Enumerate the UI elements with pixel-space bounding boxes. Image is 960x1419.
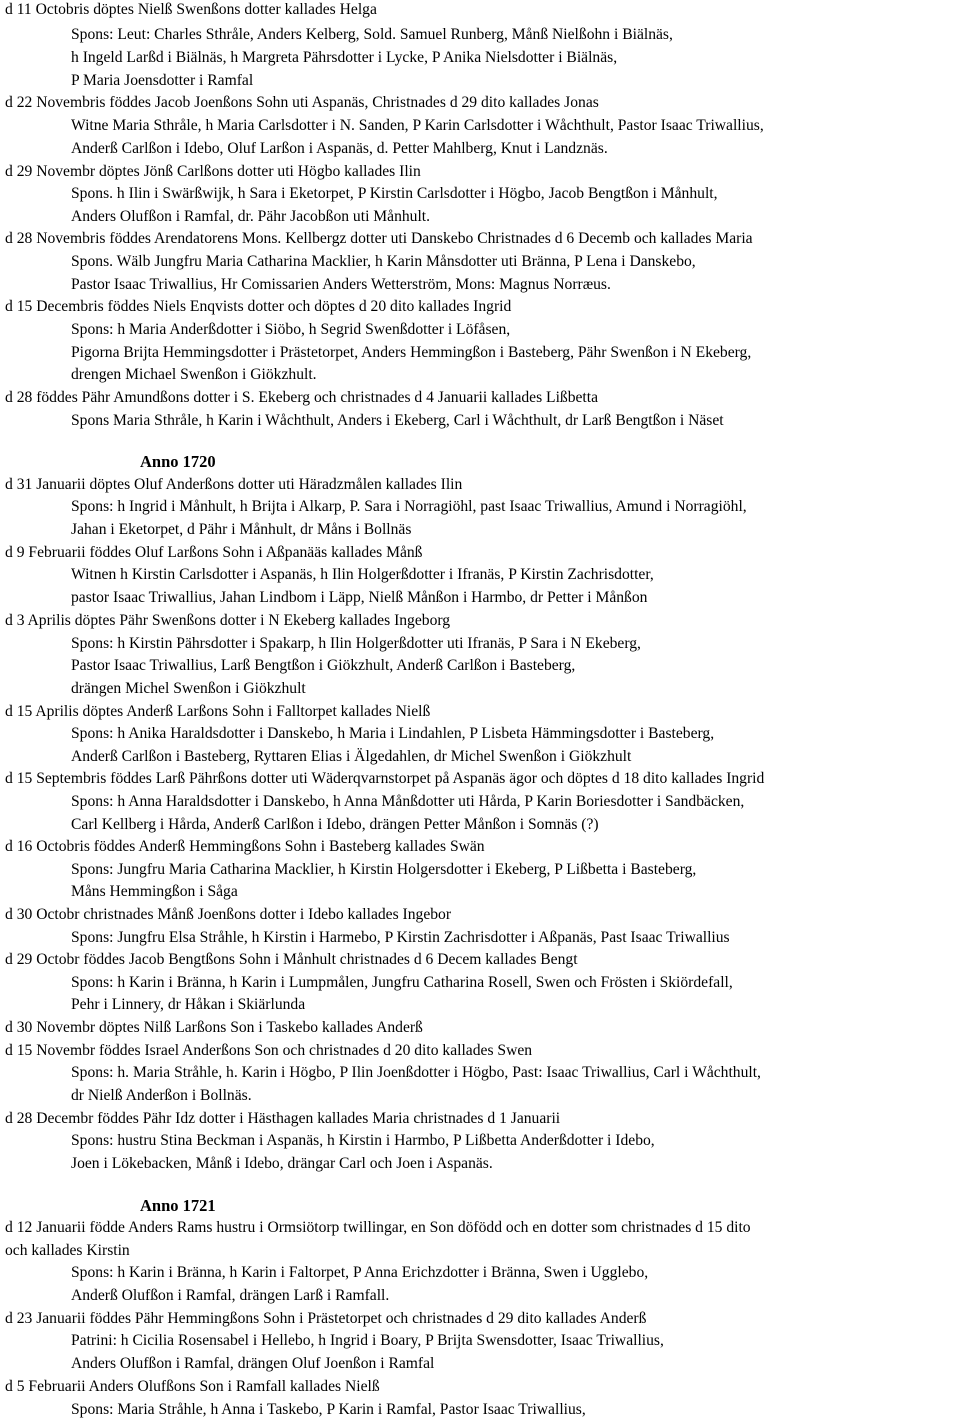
- text-line: Spons: h Karin i Bränna, h Karin i Faltorpet, P Anna Erichzdotter i Bränna, Swen i Ugglebo,: [71, 1264, 649, 1281]
- text-line: d 12 Januarii födde Anders Rams hustru i Ormsiötorp twillingar, en Son döfödd och en dotter som christnades d 15 dito: [5, 1219, 751, 1236]
- text-line: Anderß Carlßon i Basteberg, Ryttaren Elias i Älgedahlen, dr Michel Swenßon i Giökzhult: [71, 748, 632, 765]
- text-line: Pehr i Linnery, dr Håkan i Skiärlunda: [71, 996, 306, 1013]
- text-line: Spons: h Ingrid i Månhult, h Brijta i Alkarp, P. Sara i Norragiöhl, past Isaac Triwallius, Amund i Norragiöhl,: [71, 498, 747, 515]
- text-line: d 15 Novembr föddes Israel Anderßons Son och christnades d 20 dito kallades Swen: [5, 1042, 533, 1059]
- text-line: och kallades Kirstin: [5, 1242, 130, 1259]
- text-line: Anders Olufßon i Ramfal, drängen Oluf Joenßon i Ramfal: [71, 1355, 435, 1372]
- text-line: Spons: h Karin i Bränna, h Karin i Lumpmålen, Jungfru Catharina Rosell, Swen och Frösten i Skiördefall,: [71, 974, 733, 991]
- text-line: drängen Michel Swenßon i Giökzhult: [71, 680, 306, 697]
- section-heading: Anno 1721: [140, 1196, 216, 1215]
- text-line: pastor Isaac Triwallius, Jahan Lindbom i Läpp, Nielß Månßon i Harmbo, dr Petter i Månßon: [71, 589, 648, 606]
- text-line: Spons: h Kirstin Pährsdotter i Spakarp, h Ilin Holgerßdotter uti Ifranäs, P Sara i N Ekeberg,: [71, 635, 641, 652]
- text-line: d 9 Februarii föddes Oluf Larßons Sohn i Aßpanääs kallades Månß: [5, 544, 423, 561]
- text-line: h Ingeld Larßd i Biälnäs, h Margreta Pährsdotter i Lycke, P Anika Nielsdotter i Biälnäs,: [71, 49, 618, 66]
- text-line: d 28 Decembr föddes Pähr Idz dotter i Hästhagen kallades Maria christnades d 1 Januarii: [5, 1110, 561, 1127]
- text-line: d 16 Octobris föddes Anderß Hemmingßons Sohn i Basteberg kallades Swän: [5, 838, 485, 855]
- text-line: d 28 föddes Pähr Amundßons dotter i S. Ekeberg och christnades d 4 Januarii kallades Lißbetta: [5, 389, 599, 406]
- text-line: d 11 Octobris döptes Nielß Swenßons dotter kallades Helga: [5, 1, 377, 18]
- text-line: d 28 Novembris föddes Arendatorens Mons. Kellbergz dotter uti Danskebo Christnades d 6 Decemb och kallades Maria: [5, 230, 753, 247]
- text-line: Spons. h Ilin i Swärßwijk, h Sara i Eketorpet, P Kirstin Carlsdotter i Högbo, Jacob Bengtßon i Månhult,: [71, 185, 718, 202]
- section-heading: Anno 1720: [140, 452, 216, 471]
- text-line: d 15 Septembris föddes Larß Pährßons dotter uti Wäderqvarnstorpet på Aspanäs ägor och döptes d 18 dito kallades Ingrid: [5, 770, 765, 787]
- text-line: P Maria Joensdotter i Ramfal: [71, 72, 254, 89]
- text-line: Patrini: h Cicilia Rosensabel i Hellebo, h Ingrid i Boary, P Brijta Swensdotter, Isaac Triwallius,: [71, 1332, 664, 1349]
- text-line: d 31 Januarii döptes Oluf Anderßons dotter uti Häradzmålen kallades Ilin: [5, 476, 463, 493]
- text-line: Spons: hustru Stina Beckman i Aspanäs, h Kirstin i Harmbo, P Lißbetta Anderßdotter i Idebo,: [71, 1132, 655, 1149]
- text-line: Witnen h Kirstin Carlsdotter i Aspanäs, h Ilin Holgerßdotter i Ifranäs, P Kirstin Zachrisdotter,: [71, 566, 654, 583]
- text-line: Anderß Carlßon i Idebo, Oluf Larßon i Aspanäs, d. Petter Mahlberg, Knut i Landznäs.: [71, 140, 608, 157]
- text-line: Pastor Isaac Triwallius, Hr Comissarien Anders Wetterström, Mons: Magnus Norræus.: [71, 276, 611, 293]
- text-line: d 29 Novembr döptes Jönß Carlßons dotter uti Högbo kallades Ilin: [5, 163, 421, 180]
- text-line: Pastor Isaac Triwallius, Larß Bengtßon i Giökzhult, Anderß Carlßon i Basteberg,: [71, 657, 576, 674]
- text-line: Carl Kellberg i Hårda, Anderß Carlßon i Idebo, drängen Petter Månßon i Somnäs (?): [71, 816, 599, 833]
- text-line: Spons: Leut: Charles Sthråle, Anders Kelberg, Sold. Samuel Runberg, Månß Nielßohn i Biälnäs,: [71, 26, 673, 43]
- text-line: Spons: h Maria Anderßdotter i Siöbo, h Segrid Swenßdotter i Löfåsen,: [71, 321, 511, 338]
- text-line: Spons: h. Maria Stråhle, h. Karin i Högbo, P Ilin Joenßdotter i Högbo, Past: Isaac Triwallius, Carl i Wåchthult,: [71, 1064, 761, 1081]
- text-line: d 3 Aprilis döptes Pähr Swenßons dotter i N Ekeberg kallades Ingeborg: [5, 612, 451, 629]
- text-line: d 5 Februarii Anders Olufßons Son i Ramfall kallades Nielß: [5, 1378, 380, 1395]
- text-line: d 30 Octobr christnades Månß Joenßons dotter i Idebo kallades Ingebor: [5, 906, 452, 923]
- text-line: Joen i Lökebacken, Månß i Idebo, drängar Carl och Joen i Aspanäs.: [71, 1155, 493, 1172]
- text-line: drengen Michael Swenßon i Giökzhult.: [71, 366, 317, 383]
- text-line: Spons: Maria Stråhle, h Anna i Taskebo, P Karin i Ramfal, Pastor Isaac Triwallius,: [71, 1401, 586, 1418]
- text-line: Pigorna Brijta Hemmingsdotter i Prästetorpet, Anders Hemmingßon i Basteberg, Pähr Swenßon i N Ekeberg,: [71, 344, 752, 361]
- text-line: Spons: Jungfru Elsa Stråhle, h Kirstin i Harmebo, P Kirstin Zachrisdotter i Aßpanäs, Past Isaac Triwallius: [71, 929, 730, 946]
- text-line: Witne Maria Sthråle, h Maria Carlsdotter i N. Sanden, P Karin Carlsdotter i Wåchthult, Pastor Isaac Triwallius,: [71, 117, 764, 134]
- text-line: d 15 Aprilis döptes Anderß Larßons Sohn i Falltorpet kallades Nielß: [5, 703, 431, 720]
- text-line: d 30 Novembr döptes Nilß Larßons Son i Taskebo kallades Anderß: [5, 1019, 423, 1036]
- text-line: Måns Hemmingßon i Såga: [71, 883, 238, 900]
- text-line: Anders Olufßon i Ramfal, dr. Pähr Jacobßon uti Månhult.: [71, 208, 431, 225]
- text-line: d 15 Decembris föddes Niels Enqvists dotter och döptes d 20 dito kallades Ingrid: [5, 298, 512, 315]
- text-line: d 29 Octobr föddes Jacob Bengtßons Sohn i Månhult christnades d 6 Decem kallades Bengt: [5, 951, 578, 968]
- text-line: Spons: h Anika Haraldsdotter i Danskebo, h Maria i Lindahlen, P Lisbeta Hämmingsdotter i Basteberg,: [71, 725, 715, 742]
- text-line: Spons: h Anna Haraldsdotter i Danskebo, h Anna Månßdotter uti Hårda, P Karin Boriesdotter i Sandbäcken,: [71, 793, 745, 810]
- text-line: dr Nielß Anderßon i Bollnäs.: [71, 1087, 252, 1104]
- text-line: d 23 Januarii föddes Pähr Hemmingßons Sohn i Prästetorpet och christnades d 29 dito kallades Anderß: [5, 1310, 647, 1327]
- text-line: Anderß Olufßon i Ramfal, drängen Larß i Ramfall.: [71, 1287, 390, 1304]
- text-line: d 22 Novembris föddes Jacob Joenßons Sohn uti Aspanäs, Christnades d 29 dito kallades Jonas: [5, 94, 599, 111]
- text-line: Jahan i Eketorpet, d Pähr i Månhult, dr Måns i Bollnäs: [71, 521, 412, 538]
- text-line: Spons: Jungfru Maria Catharina Macklier, h Kirstin Holgersdotter i Ekeberg, P Lißbetta i Basteberg,: [71, 861, 697, 878]
- text-line: Spons. Wälb Jungfru Maria Catharina Macklier, h Karin Månsdotter uti Bränna, P Lena i Danskebo,: [71, 253, 696, 270]
- text-line: Spons Maria Sthråle, h Karin i Wåchthult, Anders i Ekeberg, Carl i Wåchthult, dr Larß Bengtßon i Näset: [71, 412, 724, 429]
